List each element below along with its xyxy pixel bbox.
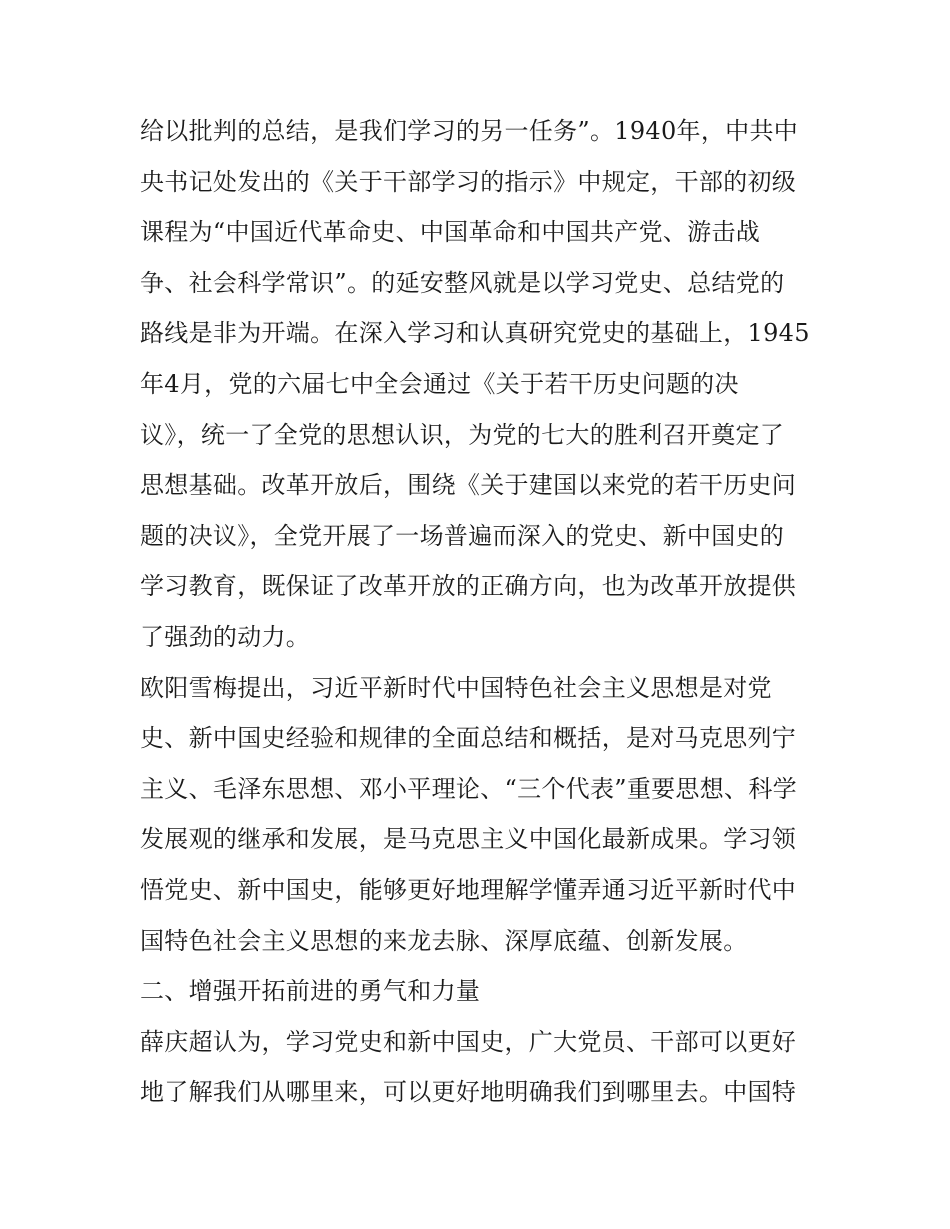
text-line-17: 国特色社会主义思想的来龙去脉、深厚底蕴、创新发展。: [140, 926, 748, 955]
text-line-14: 主义、毛泽东思想、邓小平理论、“三个代表”重要思想、科学: [140, 774, 797, 803]
text-line-7: 议》，统一了全党的思想认识，为党的七大的胜利召开奠定了: [140, 420, 785, 449]
text-line-2: 央书记处发出的《关于干部学习的指示》中规定，干部的初级: [140, 167, 797, 196]
text-line-20: 地了解我们从哪里来，可以更好地明确我们到哪里去。中国特: [140, 1078, 797, 1107]
text-line-12: 欧阳雪梅提出，习近平新时代中国特色社会主义思想是对党: [140, 673, 772, 702]
text-line-13: 史、新中国史经验和规律的全面总结和概括，是对马克思列宁: [140, 724, 797, 753]
text-line-8: 思想基础。改革开放后，围绕《关于建国以来党的若干历史问: [140, 471, 797, 500]
text-line-11: 了强劲的动力。: [140, 622, 311, 651]
text-line-5: 路线是非为开端。在深入学习和认真研究党史的基础上，1945: [140, 319, 810, 348]
text-line-3: 课程为“中国近代革命史、中国革命和中国共产党、游击战: [140, 218, 761, 247]
section-heading: 二、增强开拓前进的勇气和力量: [140, 977, 481, 1006]
text-line-6: 年4月，党的六届七中全会通过《关于若干历史问题的决: [140, 369, 739, 398]
text-line-9: 题的决议》，全党开展了一场普遍而深入的党史、新中国史的: [140, 521, 785, 550]
text-line-1: 给以批判的总结，是我们学习的另一任务”。1940年，中共中: [140, 117, 799, 145]
text-line-4: 争、社会科学常识”。的延安整风就是以学习党史、总结党的: [140, 268, 785, 297]
body-text: [140, 106, 820, 1118]
text-line-16: 悟党史、新中国史，能够更好地理解学懂弄通习近平新时代中: [140, 875, 797, 904]
text-line-15: 发展观的继承和发展，是马克思主义中国化最新成果。学习领: [140, 825, 797, 854]
text-line-19: 薛庆超认为，学习党史和新中国史，广大党员、干部可以更好: [140, 1027, 797, 1056]
text-line-10: 学习教育，既保证了改革开放的正确方向，也为改革开放提供: [140, 572, 797, 601]
